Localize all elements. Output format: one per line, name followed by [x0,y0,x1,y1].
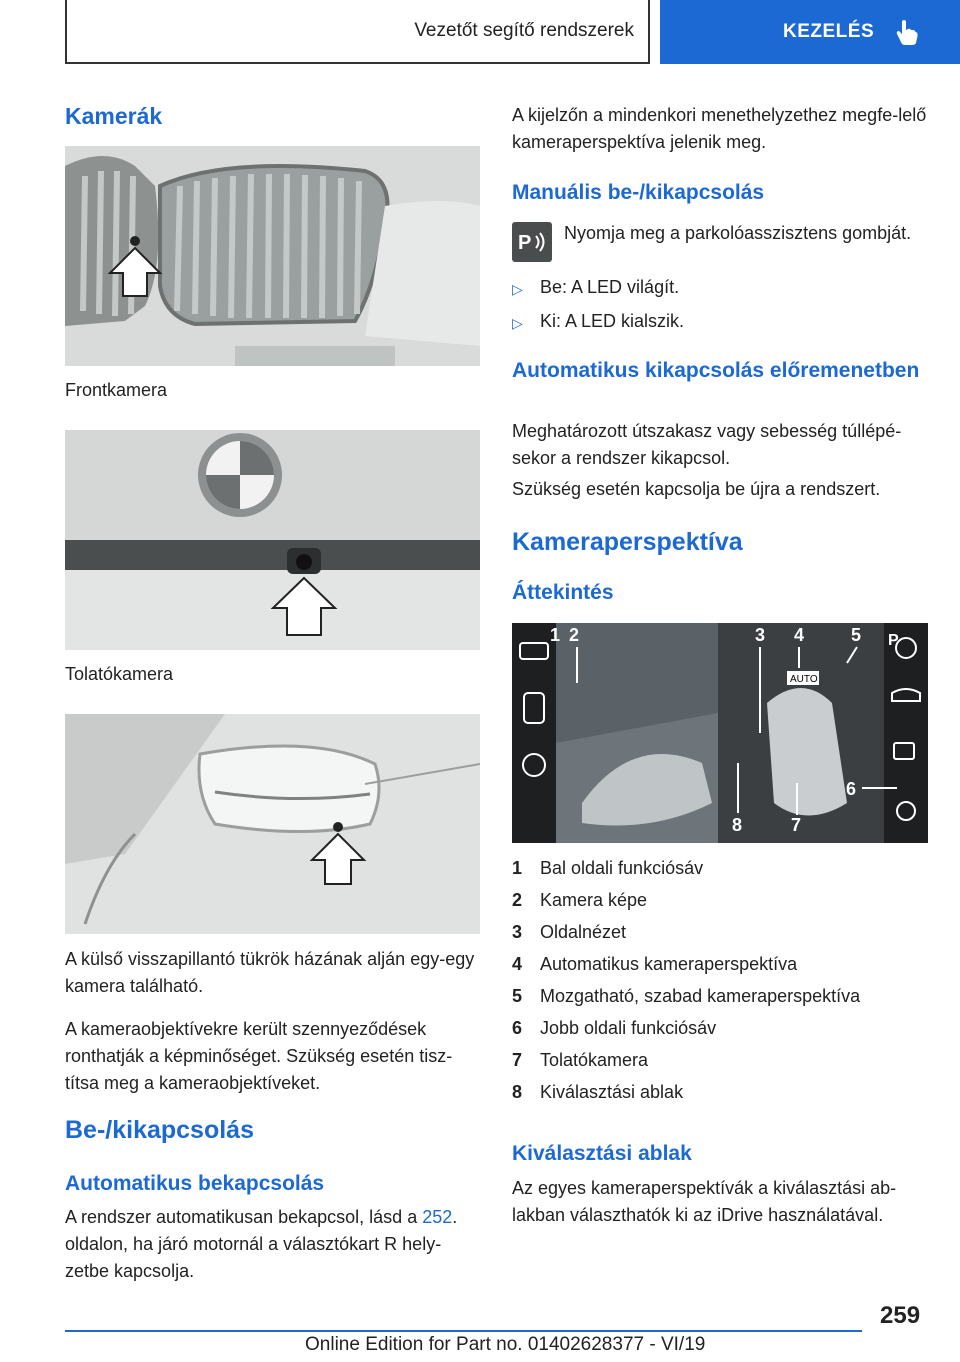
legend-number: 1 [512,858,523,878]
front-grille-illustration [65,146,480,366]
bullet-text: Be: A LED világít. [540,277,680,297]
page-header [0,0,960,66]
legend-text: Kiválasztási ablak [540,1082,684,1102]
legend-text: Kamera képe [540,890,648,910]
heading-on-off: Be-/kikapcsolás [65,1116,254,1144]
selection-description: Az egyes kameraperspektívák a kiválasztási ab-lakban választhatók ki az iDrive használatával. [512,1178,897,1225]
auto-on-text-a: A rendszer automatikusan bekapcsol, lásd a [65,1207,423,1227]
screen-diagram [512,623,928,843]
dirt-description: A kameraobjektívekre került szennyeződések ronthatják a képminőséget. Szükség esetén tisz-títsa meg a kameraobjektíveket. [65,1019,453,1093]
heading-perspective: Kameraperspektíva [512,528,743,556]
legend-item [512,884,928,916]
mirror-description: A külső visszapillantó tükrök házának alján egy-egy kamera található. [65,949,475,996]
chapter-title: KEZELÉS [783,21,875,42]
screen-label-7: 7 [791,815,802,835]
triangle-bullet-icon: ▷ [512,281,523,297]
screen-label-6: 6 [846,779,857,799]
auto-off-description: Meghatározott útszakasz vagy sebesség túllépé-sekor a rendszer kikapcsol. [512,421,902,468]
legend-number: 5 [512,986,523,1006]
screen-label-1: 1 [550,625,561,645]
page-number: 259 [880,1302,921,1329]
rear-bmw-logo-illustration [65,430,480,650]
screen-label-2: 2 [569,625,580,645]
caption-rear-camera: Tolatókamera [65,664,174,684]
legend-text: Mozgatható, szabad kameraperspektíva [540,986,861,1006]
hand-pointer-icon [896,19,918,45]
bullet-item [512,308,928,337]
caption-front-camera: Frontkamera [65,380,168,400]
svg-text:P: P [888,632,899,649]
page-link-252[interactable]: 252 [422,1207,453,1227]
legend-text: Bal oldali funkciósáv [540,858,704,878]
legend-item [512,852,928,884]
park-assist-button-icon [512,222,552,262]
svg-text:P: P [518,232,532,254]
legend-text: Automatikus kameraperspektíva [540,954,798,974]
chapter-tab [660,0,960,64]
legend-number: 6 [512,1018,523,1038]
screen-label-4: 4 [794,625,805,645]
legend-text: Oldalnézet [540,922,627,942]
legend-number: 2 [512,890,523,910]
legend-item [512,1044,928,1076]
bullet-item [512,274,928,303]
bullet-list [512,274,928,337]
auto-on-description [65,1204,480,1285]
auto-off-description-2: Szükség esetén kapcsolja be újra a rendszert. [512,479,881,499]
screen-label-5: 5 [851,625,862,645]
heading-cameras: Kamerák [65,103,163,129]
triangle-bullet-icon: ▷ [512,315,523,331]
legend-text: Jobb oldali funkciósáv [540,1018,717,1038]
edition-text: Online Edition for Part no. 01402628377 - VI/19 [305,1334,706,1355]
legend-number: 7 [512,1050,523,1070]
display-intro: A kijelzőn a mindenkori menethelyzethez megfe-lelő kameraperspektíva jelenik meg. [512,105,927,152]
auto-badge-text: AUTO [790,674,818,685]
heading-manual: Manuális be-/kikapcsolás [512,181,765,204]
legend-list [512,852,928,1108]
screen-label-3: 3 [755,625,766,645]
footer-divider [65,1330,862,1332]
heading-selection-window: Kiválasztási ablak [512,1142,692,1165]
manual-description: Nyomja meg a parkolóasszisztens gombját. [564,223,912,243]
legend-item [512,980,928,1012]
heading-overview: Áttekintés [512,581,614,604]
mirror-camera-photo [65,714,480,934]
legend-item [512,1076,928,1108]
heading-auto-off: Automatikus kikapcsolás előremenetben [512,359,920,382]
legend-item [512,948,928,980]
legend-number: 3 [512,922,523,942]
legend-text: Tolatókamera [540,1050,649,1070]
rear-camera-photo [65,430,480,650]
legend-number: 8 [512,1082,523,1102]
front-camera-photo [65,146,480,366]
camera-screen-illustration [512,623,928,843]
auto-on-text-b: . oldalon, ha járó motornál a választókart R hely-zetbe kapcsolja. [65,1207,458,1281]
legend-item [512,1012,928,1044]
section-title: Vezetőt segítő rendszerek [65,0,650,64]
legend-item [512,916,928,948]
side-mirror-illustration [65,714,480,934]
bullet-text: Ki: A LED kialszik. [540,311,685,331]
legend-number: 4 [512,954,523,974]
screen-label-8: 8 [732,815,743,835]
heading-auto-on: Automatikus bekapcsolás [65,1172,325,1195]
